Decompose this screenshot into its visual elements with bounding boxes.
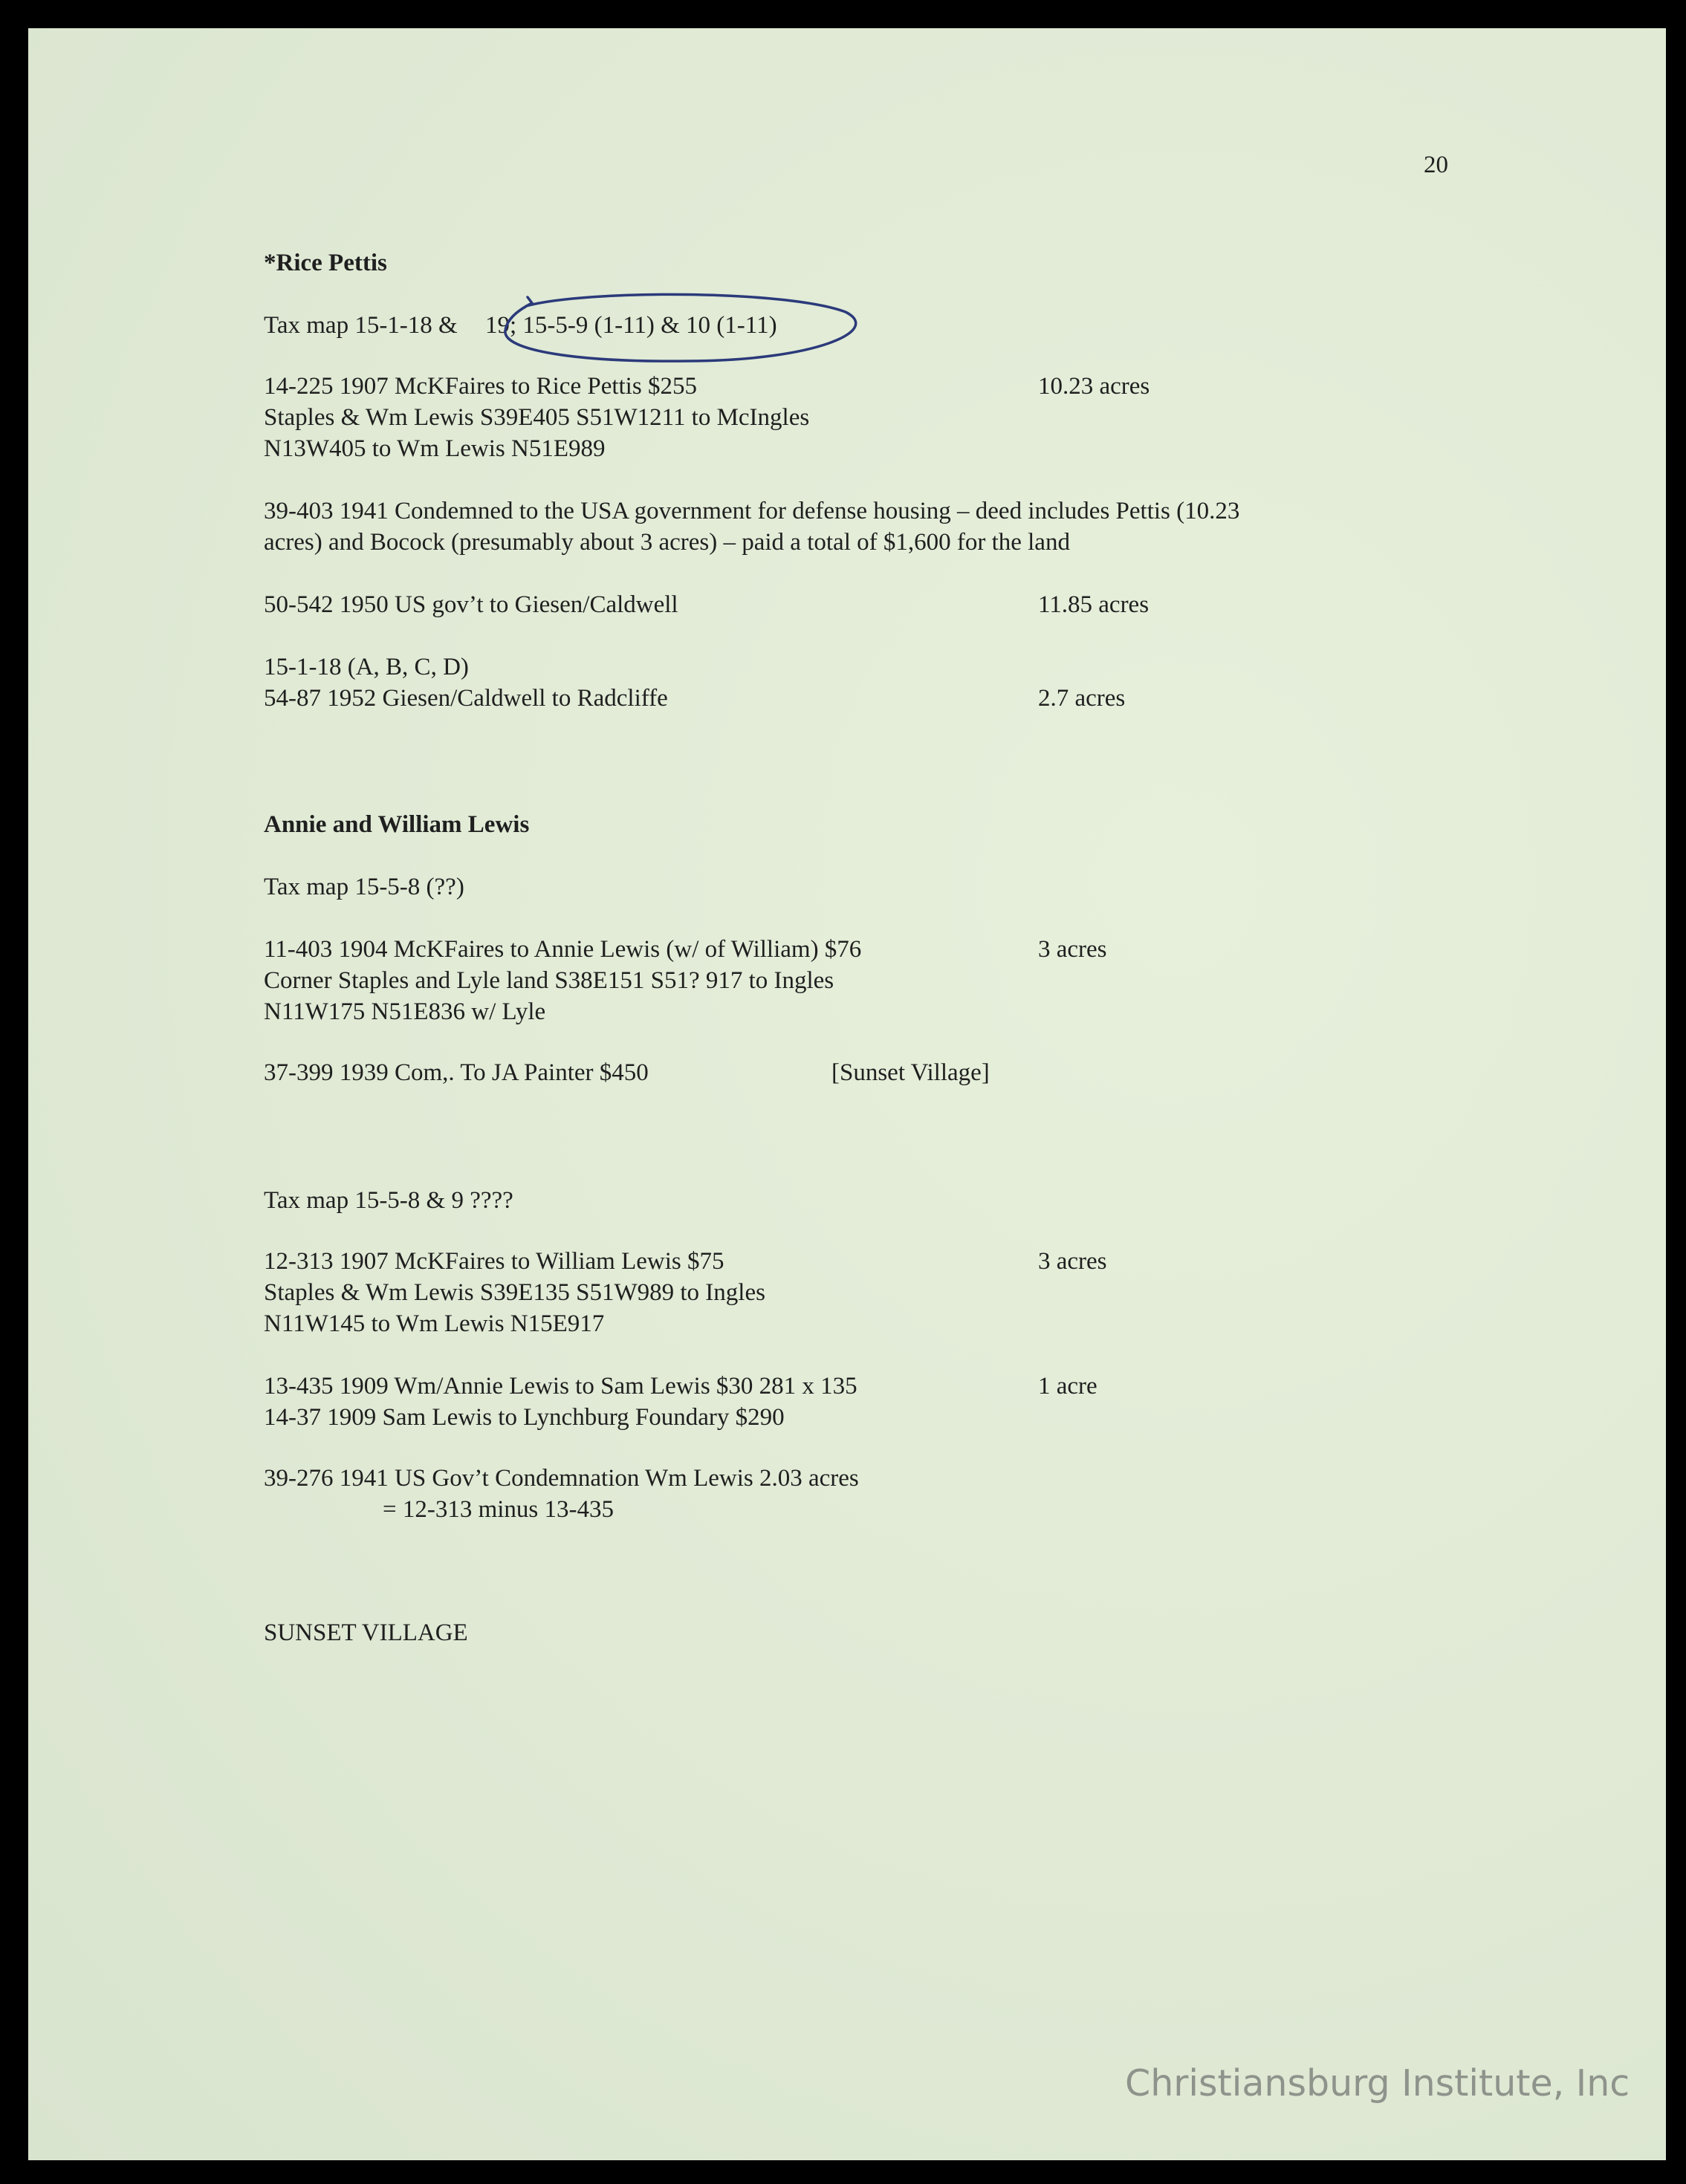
entry-11-403-acres: 3 acres (1038, 936, 1107, 963)
entry-37-399-note: [Sunset Village] (831, 1059, 990, 1086)
footer-heading-sunset-village: SUNSET VILLAGE (264, 1619, 468, 1646)
entry-12-313-line2: Staples & Wm Lewis S39E135 S51W989 to Ingles (264, 1279, 765, 1306)
entry-14-225-line1: 14-225 1907 McKFaires to Rice Pettis $255 (264, 373, 697, 400)
entry-14-37-line: 14-37 1909 Sam Lewis to Lynchburg Foundary $290 (264, 1404, 785, 1431)
entry-54-87-line: 54-87 1952 Giesen/Caldwell to Radcliffe (264, 685, 668, 712)
tax-map-circled-text: 19; 15-5-9 (1-11) & 10 (1-11) (485, 312, 777, 339)
entry-54-87-acres: 2.7 acres (1038, 685, 1126, 712)
entry-11-403-line1: 11-403 1904 McKFaires to Annie Lewis (w/ of William) $76 (264, 936, 862, 963)
entry-50-542-line1: 50-542 1950 US gov’t to Giesen/Caldwell (264, 591, 678, 618)
tax-map-15-5-8: Tax map 15-5-8 (??) (264, 874, 464, 900)
entry-14-225-line2: Staples & Wm Lewis S39E405 S51W1211 to McIngles (264, 404, 810, 431)
handwritten-circle-annotation (496, 290, 868, 368)
entry-13-435-line1: 13-435 1909 Wm/Annie Lewis to Sam Lewis $30 281 x 135 (264, 1373, 857, 1400)
entry-12-313-acres: 3 acres (1038, 1248, 1107, 1275)
entry-14-225-line3: N13W405 to Wm Lewis N51E989 (264, 435, 606, 462)
tax-map-prefix: Tax map 15-1-18 & (264, 312, 458, 339)
section-heading-rice-pettis: *Rice Pettis (264, 250, 387, 276)
entry-12-313-line3: N11W145 to Wm Lewis N15E917 (264, 1310, 605, 1337)
entry-12-313-line1: 12-313 1907 McKFaires to William Lewis $75 (264, 1248, 724, 1275)
entry-15-1-18-line1: 15-1-18 (A, B, C, D) (264, 654, 469, 680)
section-heading-annie-william-lewis: Annie and William Lewis (264, 811, 530, 838)
tax-map-15-5-8-and-9: Tax map 15-5-8 & 9 ???? (264, 1187, 513, 1214)
watermark: Christiansburg Institute, Inc (1125, 2062, 1630, 2105)
entry-13-435-acres: 1 acre (1038, 1373, 1097, 1400)
entry-14-225-acres: 10.23 acres (1038, 373, 1150, 400)
entry-37-399-line1: 37-399 1939 Com,. To JA Painter $450 (264, 1059, 649, 1086)
entry-39-276-line1: 39-276 1941 US Gov’t Condemnation Wm Lewis 2.03 acres (264, 1465, 859, 1492)
entry-39-403-line1: 39-403 1941 Condemned to the USA government for defense housing – deed includes Pettis (10.23 (264, 498, 1240, 524)
entry-39-403-line2: acres) and Bocock (presumably about 3 acres) – paid a total of $1,600 for the land (264, 529, 1070, 556)
entry-39-276-line2: = 12-313 minus 13-435 (383, 1496, 615, 1523)
page-number: 20 (1424, 152, 1448, 178)
document-page (28, 28, 1666, 2160)
entry-11-403-line3: N11W175 N51E836 w/ Lyle (264, 998, 546, 1025)
entry-50-542-acres: 11.85 acres (1038, 591, 1150, 618)
entry-11-403-line2: Corner Staples and Lyle land S38E151 S51? 917 to Ingles (264, 967, 834, 994)
